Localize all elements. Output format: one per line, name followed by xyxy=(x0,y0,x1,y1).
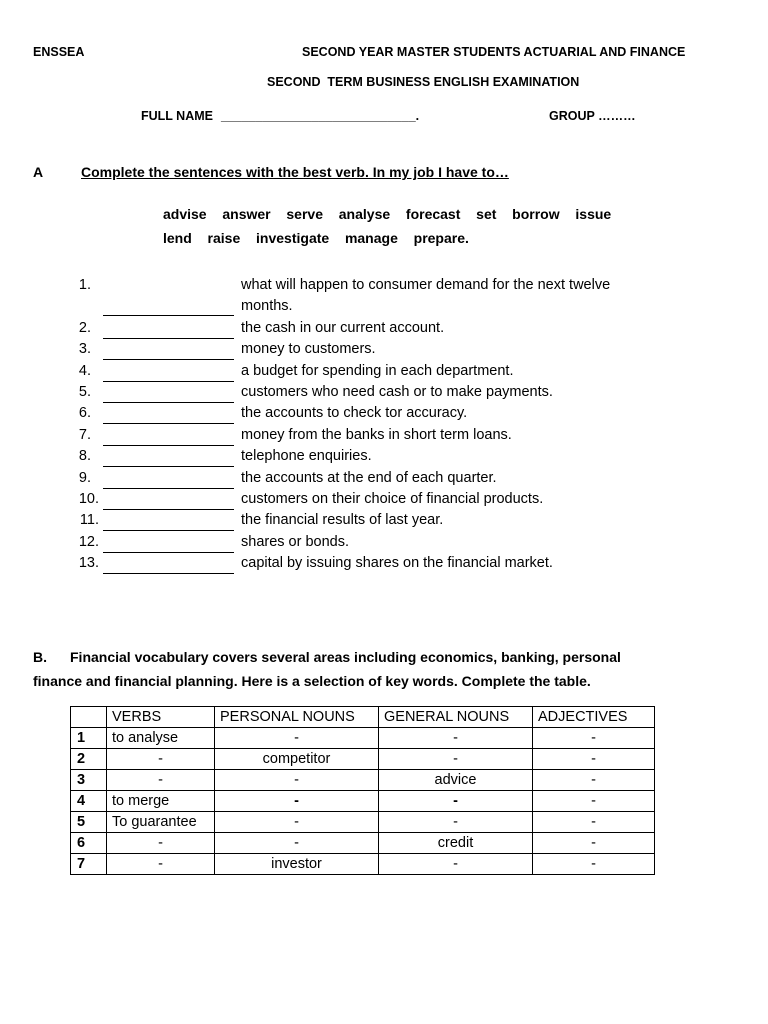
table-cell: To guarantee xyxy=(107,812,215,833)
answer-blank[interactable] xyxy=(103,530,234,531)
table-cell[interactable]: - xyxy=(107,833,215,854)
item-number: 8. xyxy=(78,448,91,464)
table-header-personal-nouns: PERSONAL NOUNS xyxy=(215,707,379,728)
table-cell[interactable]: - xyxy=(215,833,379,854)
row-number: 7 xyxy=(71,854,107,875)
table-cell[interactable]: - xyxy=(533,791,655,812)
table-row xyxy=(71,854,655,875)
table-cell[interactable]: - xyxy=(379,812,533,833)
table-row xyxy=(71,770,655,791)
table-row xyxy=(71,749,655,770)
item-text: the cash in our current account. xyxy=(241,320,445,336)
item-text: money from the banks in short term loans. xyxy=(241,427,512,443)
table-cell[interactable]: - xyxy=(379,791,533,812)
table-cell: advice xyxy=(379,770,533,791)
item-text: the financial results of last year. xyxy=(241,512,444,528)
answer-blank[interactable] xyxy=(103,381,234,382)
row-number: 3 xyxy=(71,770,107,791)
table-cell[interactable]: - xyxy=(533,854,655,875)
row-number: 1 xyxy=(71,728,107,749)
answer-blank[interactable] xyxy=(103,338,234,339)
item-number: 5. xyxy=(78,384,91,400)
answer-blank[interactable] xyxy=(103,315,234,316)
table-row xyxy=(71,812,655,833)
table-row xyxy=(71,833,655,854)
vocabulary-table xyxy=(70,706,655,875)
table-cell[interactable]: - xyxy=(379,854,533,875)
table-cell[interactable]: - xyxy=(533,728,655,749)
answer-blank[interactable] xyxy=(103,423,234,424)
row-number: 6 xyxy=(71,833,107,854)
answer-blank[interactable] xyxy=(103,445,234,446)
item-number: 13. xyxy=(78,555,99,571)
answer-blank[interactable] xyxy=(103,359,234,360)
table-cell[interactable]: - xyxy=(379,749,533,770)
item-text-continued: months. xyxy=(241,298,293,314)
table-cell: investor xyxy=(215,854,379,875)
table-header-cell xyxy=(71,707,107,728)
section-b-letter: B. xyxy=(33,649,47,665)
exam-title-line2: SECOND TERM BUSINESS ENGLISH EXAMINATION xyxy=(267,75,580,89)
answer-blank[interactable] xyxy=(103,573,234,574)
item-text: customers who need cash or to make payments. xyxy=(241,384,553,400)
item-text: customers on their choice of financial products. xyxy=(241,491,544,507)
item-number: 12. xyxy=(78,534,99,550)
table-cell: to analyse xyxy=(107,728,215,749)
item-number: 11. xyxy=(79,512,99,528)
item-number: 7. xyxy=(78,427,91,443)
exam-title-line1: SECOND YEAR MASTER STUDENTS ACTUARIAL AND FINANCE xyxy=(302,45,686,59)
word-bank-line1: advise answer serve analyse forecast set borrow issue xyxy=(163,206,612,222)
table-cell: to merge xyxy=(107,791,215,812)
item-number: 6. xyxy=(78,405,91,421)
word-bank-line2: lend raise investigate manage prepare. xyxy=(163,230,469,246)
row-number: 5 xyxy=(71,812,107,833)
item-number: 9. xyxy=(78,470,91,486)
table-cell[interactable]: - xyxy=(107,749,215,770)
section-a-letter: A xyxy=(33,164,44,180)
section-a-instruction: Complete the sentences with the best verb. In my job I have to… xyxy=(81,164,509,180)
table-cell[interactable]: - xyxy=(215,791,379,812)
group-label: GROUP ……… xyxy=(549,109,636,123)
answer-blank[interactable] xyxy=(103,552,234,553)
item-number: 2. xyxy=(78,320,91,336)
item-text: the accounts at the end of each quarter. xyxy=(241,470,497,486)
table-cell: competitor xyxy=(215,749,379,770)
answer-blank[interactable] xyxy=(103,488,234,489)
table-header-general-nouns: GENERAL NOUNS xyxy=(379,707,533,728)
table-row xyxy=(71,728,655,749)
item-text: the accounts to check tor accuracy. xyxy=(241,405,468,421)
table-row xyxy=(71,791,655,812)
row-number: 4 xyxy=(71,791,107,812)
table-cell[interactable]: - xyxy=(215,812,379,833)
section-b-instruction-line2: finance and financial planning. Here is a selection of key words. Complete the table. xyxy=(33,673,591,689)
item-text: money to customers. xyxy=(241,341,376,357)
item-text: what will happen to consumer demand for the next twelve xyxy=(241,277,611,293)
table-cell[interactable]: - xyxy=(215,770,379,791)
item-text: telephone enquiries. xyxy=(241,448,372,464)
table-cell[interactable]: - xyxy=(533,812,655,833)
table-header-row xyxy=(71,707,655,728)
full-name-label: FULL NAME xyxy=(141,109,213,123)
item-text: shares or bonds. xyxy=(241,534,350,550)
full-name-blank: ____________________________. xyxy=(221,109,420,123)
item-number: 4. xyxy=(78,363,91,379)
table-cell[interactable]: - xyxy=(533,833,655,854)
answer-blank[interactable] xyxy=(103,402,234,403)
item-text: a budget for spending in each department. xyxy=(241,363,514,379)
table-cell[interactable]: - xyxy=(379,728,533,749)
row-number: 2 xyxy=(71,749,107,770)
table-cell: credit xyxy=(379,833,533,854)
table-cell[interactable]: - xyxy=(107,770,215,791)
table-cell[interactable]: - xyxy=(107,854,215,875)
table-header-verbs: VERBS xyxy=(107,707,215,728)
answer-blank[interactable] xyxy=(103,509,234,510)
table-header-adjectives: ADJECTIVES xyxy=(533,707,655,728)
section-b-instruction-line1: Financial vocabulary covers several areas including economics, banking, personal xyxy=(70,649,621,665)
item-text: capital by issuing shares on the financial market. xyxy=(241,555,553,571)
item-number: 1. xyxy=(78,277,91,293)
item-number: 3. xyxy=(78,341,91,357)
answer-blank[interactable] xyxy=(103,466,234,467)
table-cell[interactable]: - xyxy=(533,770,655,791)
table-cell[interactable]: - xyxy=(533,749,655,770)
school-name: ENSSEA xyxy=(33,45,85,59)
table-cell[interactable]: - xyxy=(215,728,379,749)
item-number: 10. xyxy=(78,491,99,507)
